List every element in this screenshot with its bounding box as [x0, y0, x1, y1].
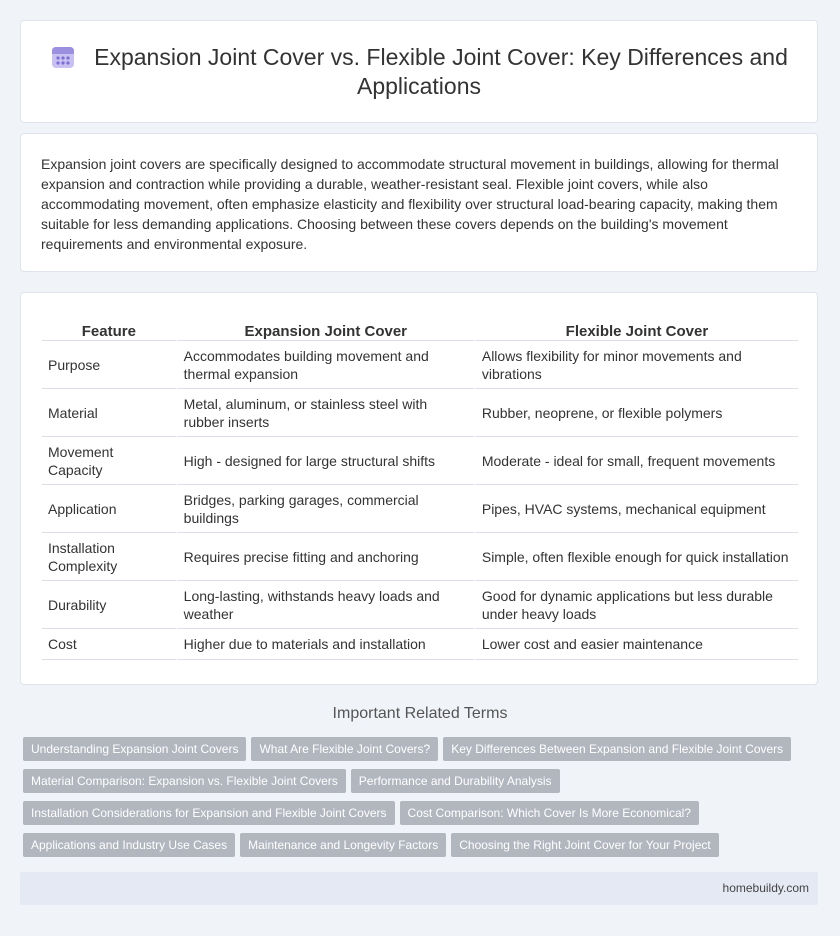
related-term-tag[interactable]: Installation Considerations for Expansion and Flexible Joint Covers — [23, 801, 395, 825]
row-flexible: Lower cost and easier maintenance — [474, 629, 798, 660]
table-header-row — [42, 315, 798, 341]
title-card — [20, 20, 818, 123]
row-feature: Cost — [42, 629, 176, 660]
row-feature: Application — [42, 485, 176, 533]
table-row — [42, 533, 798, 581]
related-term-tag[interactable]: Understanding Expansion Joint Covers — [23, 737, 246, 761]
comparison-table — [42, 315, 798, 660]
related-term-tag[interactable]: Key Differences Between Expansion and Flexible Joint Covers — [443, 737, 791, 761]
row-feature: Durability — [42, 581, 176, 629]
calendar-grid-icon — [50, 44, 76, 70]
table-row — [42, 485, 798, 533]
related-terms-list — [23, 737, 813, 865]
page-title-block — [21, 43, 817, 101]
related-term-tag[interactable]: Maintenance and Longevity Factors — [240, 833, 446, 857]
row-expansion: Requires precise fitting and anchoring — [176, 533, 474, 581]
footer — [20, 872, 818, 905]
row-feature: Installation Complexity — [42, 533, 176, 581]
related-term-tag[interactable]: Choosing the Right Joint Cover for Your Project — [451, 833, 718, 857]
related-term-tag[interactable]: Cost Comparison: Which Cover Is More Economical? — [400, 801, 699, 825]
intro-paragraph: Expansion joint covers are specifically designed to accommodate structural movement in buildings, allowing for thermal expansion and contraction while providing a durable, weather-resistant seal. Flexible joint covers, while also accommodating movement, often emphasize elasticity and flexibility over structural load-bearing capacity, making them suitable for less demanding applications. Choosing between these covers depends on the building's movement requirements and environmental exposure. — [41, 156, 779, 252]
intro-card — [20, 133, 818, 272]
table-row — [42, 389, 798, 437]
row-flexible: Pipes, HVAC systems, mechanical equipment — [474, 485, 798, 533]
table-row — [42, 341, 798, 389]
row-expansion: Metal, aluminum, or stainless steel with rubber inserts — [176, 389, 474, 437]
table-row — [42, 629, 798, 660]
comparison-card — [20, 292, 818, 685]
header-expansion: Expansion Joint Cover — [176, 315, 474, 341]
related-term-tag[interactable]: What Are Flexible Joint Covers? — [251, 737, 438, 761]
row-flexible: Good for dynamic applications but less durable under heavy loads — [474, 581, 798, 629]
header-flexible: Flexible Joint Cover — [474, 315, 798, 341]
row-feature: Material — [42, 389, 176, 437]
related-term-tag[interactable]: Performance and Durability Analysis — [351, 769, 560, 793]
footer-site-link[interactable]: homebuildy.com — [722, 881, 809, 895]
row-expansion: Accommodates building movement and thermal expansion — [176, 341, 474, 389]
row-flexible: Simple, often flexible enough for quick installation — [474, 533, 798, 581]
related-term-tag[interactable]: Applications and Industry Use Cases — [23, 833, 235, 857]
row-flexible: Allows flexibility for minor movements and vibrations — [474, 341, 798, 389]
related-term-tag[interactable]: Material Comparison: Expansion vs. Flexible Joint Covers — [23, 769, 346, 793]
header-feature: Feature — [42, 315, 176, 341]
row-feature: Purpose — [42, 341, 176, 389]
row-flexible: Moderate - ideal for small, frequent movements — [474, 437, 798, 485]
row-expansion: High - designed for large structural shifts — [176, 437, 474, 485]
row-expansion: Higher due to materials and installation — [176, 629, 474, 660]
page-title: Expansion Joint Cover vs. Flexible Joint Cover: Key Differences and Applications — [94, 44, 788, 99]
row-expansion: Long-lasting, withstands heavy loads and weather — [176, 581, 474, 629]
table-row — [42, 581, 798, 629]
row-expansion: Bridges, parking garages, commercial buildings — [176, 485, 474, 533]
related-terms-heading: Important Related Terms — [332, 705, 508, 722]
row-flexible: Rubber, neoprene, or flexible polymers — [474, 389, 798, 437]
row-feature: Movement Capacity — [42, 437, 176, 485]
table-row — [42, 437, 798, 485]
